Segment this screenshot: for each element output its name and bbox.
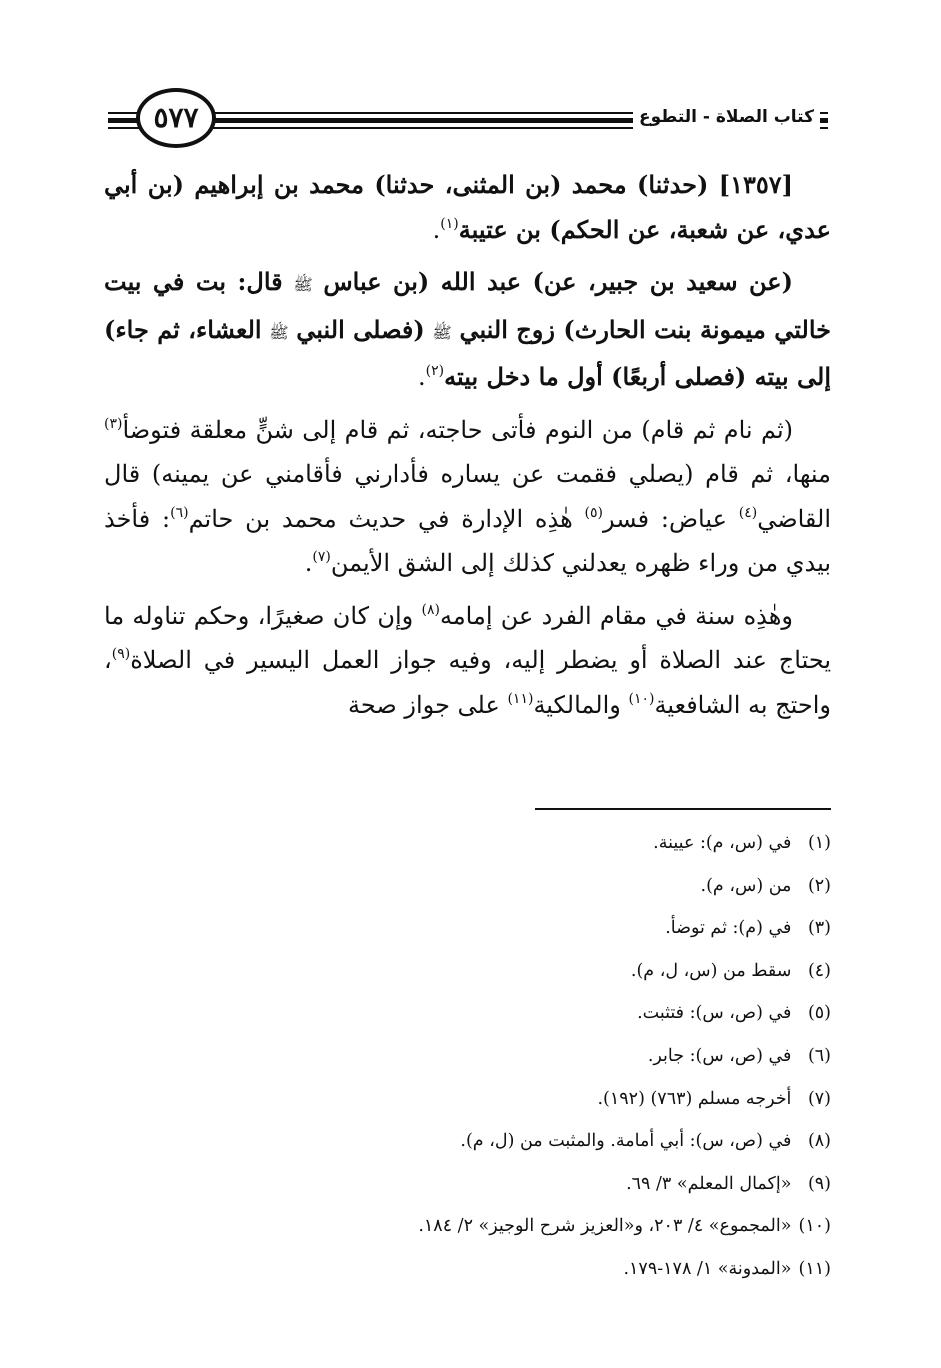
footnote xyxy=(231,992,831,1035)
footnote-text: أخرجه مسلم (٧٦٣) (١٩٢). xyxy=(597,1088,792,1109)
text-run: عياض: فسر xyxy=(603,504,727,533)
text-run: هٰذِه الإدارة في حديث محمد بن حاتم xyxy=(188,504,573,533)
footnote-number: (٢) xyxy=(807,875,831,896)
footnote-ref-4: (٤) xyxy=(738,504,758,521)
footnote-text: «المدونة» ١/ ١٧٨-١٧٩. xyxy=(623,1258,792,1279)
footnote-ref-5: (٥) xyxy=(584,504,604,521)
footnote xyxy=(231,1120,831,1163)
footnote xyxy=(231,1248,831,1291)
text-run: العشاء، ثم جاء) إلى بيته (فصلى أربعًا) أول ما دخل بيته xyxy=(104,314,831,391)
page-header xyxy=(0,0,941,160)
footnote-text: في (ص، س): فتثبت. xyxy=(637,1003,792,1024)
text-run: (عن سعيد بن جبير، عن) عبد الله (بن عباس xyxy=(323,267,793,296)
footnote xyxy=(231,822,831,865)
honorific-glyph: ﷺ xyxy=(432,322,452,342)
paragraph-hadith-1357 xyxy=(104,163,831,252)
footnote-text: في (ص، س): جابر. xyxy=(647,1045,792,1066)
text-run: منها، ثم قام (يصلي فقمت عن يساره فأدارني فأقامني عن يمينه) قال القاضي xyxy=(104,460,832,533)
footnote xyxy=(231,865,831,908)
footnote-ref-8: (٨) xyxy=(421,601,440,618)
footnotes xyxy=(231,822,831,1291)
honorific-glyph: ﷺ xyxy=(293,275,313,294)
text-run: ، واحتج به الشافعية xyxy=(104,646,831,719)
footnote-number: (٨) xyxy=(807,1131,831,1152)
footnote xyxy=(231,1078,831,1121)
footnote-number: (٣) xyxy=(807,918,831,939)
text-run: (ثم نام ثم قام) من النوم فأتى حاجته، ثم قام إلى شنٍّ معلقة فتوضأ xyxy=(122,415,794,444)
footnote xyxy=(231,1163,831,1206)
text-run: والمالكية xyxy=(533,690,621,719)
footnote-number: (١١) xyxy=(798,1258,831,1279)
text-run: . xyxy=(418,363,426,391)
text-run: وهٰذِه سنة في مقام الفرد عن إمامه xyxy=(439,601,793,630)
footnote-number: (٥) xyxy=(807,1003,831,1024)
text-run: (فصلى النبي xyxy=(296,314,425,344)
paragraph-ibn-abbas xyxy=(104,260,831,400)
footnote-separator xyxy=(535,808,831,810)
running-title: كتاب الصلاة - التطوع xyxy=(633,105,820,129)
footnote-ref-10: (١٠) xyxy=(628,690,655,707)
footnote-ref-11: (١١) xyxy=(507,690,534,707)
footnote-ref-9: (٩) xyxy=(111,646,131,662)
text-run: [١٣٥٧] (حدثنا) محمد (بن المثنى، حدثنا) محمد بن إبراهيم (بن أبي عدي، عن شعبة، عن الحكم) بن عتيبة xyxy=(104,170,831,244)
footnote-number: (١٠) xyxy=(798,1216,831,1237)
text-run: : فأخذ بيدي من وراء ظهره يعدلني كذلك إلى الشق الأيمن xyxy=(104,504,831,577)
text-run: . xyxy=(432,215,441,244)
footnote xyxy=(231,950,831,993)
footnote-text: في (ص، س): أبي أمامة. والمثبت من (ل، م). xyxy=(460,1131,792,1152)
footnote-number: (١) xyxy=(807,833,831,853)
text-run: على جواز صحة xyxy=(348,690,500,719)
text-run: وإن كان صغيرًا، وحكم تناوله ما يحتاج عند الصلاة أو يضطر إليه، وفيه جواز العمل اليسير في الصلاة xyxy=(104,601,831,674)
footnote-text: في (م): ثم توضأ. xyxy=(665,918,792,939)
footnote-number: (٧) xyxy=(807,1088,831,1109)
footnote-ref-2: (٢) xyxy=(425,363,445,379)
footnote-ref-6: (٦) xyxy=(170,504,189,521)
footnote-number: (٦) xyxy=(807,1045,831,1066)
main-text xyxy=(104,163,831,727)
honorific-glyph: ﷺ xyxy=(269,322,289,342)
footnote-text: «إكمال المعلم» ٣/ ٦٩. xyxy=(626,1173,792,1194)
footnote-ref-1: (١) xyxy=(440,215,459,232)
footnote xyxy=(231,907,831,950)
text-run: . xyxy=(304,549,313,577)
footnote-ref-7: (٧) xyxy=(312,549,331,565)
footnote-text: «المجموع» ٤/ ٢٠٣، و«العزيز شرح الوجيز» ٢/ ١٨٤. xyxy=(418,1216,792,1237)
footnote xyxy=(231,1205,831,1248)
footnote xyxy=(231,1035,831,1078)
footnote-number: (٩) xyxy=(807,1173,831,1194)
page-number: ٥٧٧ xyxy=(136,88,216,148)
footnote-text: في (س، م): عيينة. xyxy=(653,833,792,853)
text-run: قال: بت في بيت خالتي ميمونة بنت الحارث) زوج النبي xyxy=(104,267,832,344)
paragraph-night-prayer xyxy=(104,408,831,586)
footnote-number: (٤) xyxy=(807,960,831,981)
footnote-text: سقط من (س، ل، م). xyxy=(630,960,792,981)
paragraph-commentary xyxy=(104,594,831,728)
footnote-ref-3: (٣) xyxy=(104,415,123,432)
footnote-text: من (س، م). xyxy=(700,875,792,896)
